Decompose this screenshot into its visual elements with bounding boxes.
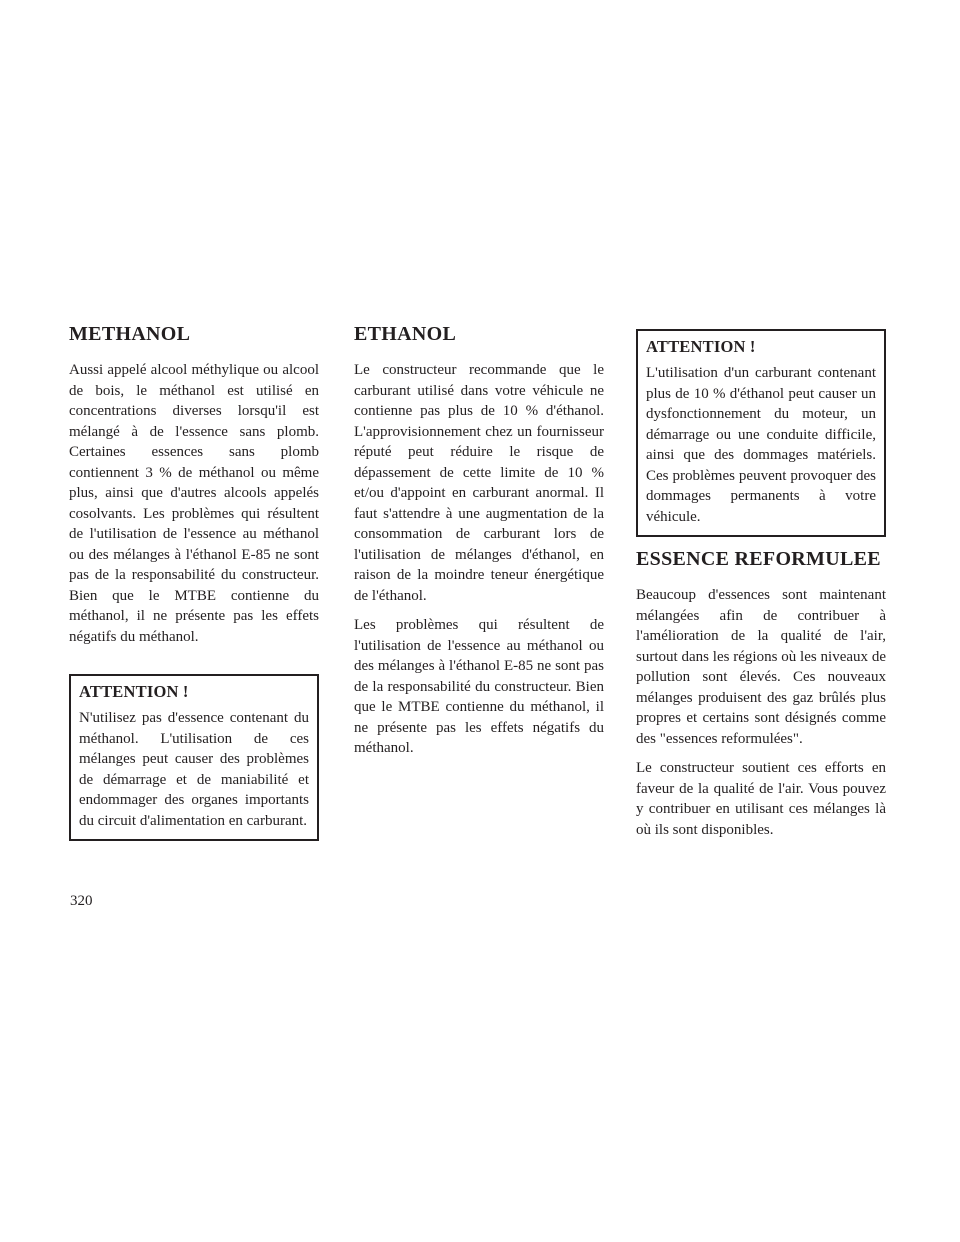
methanol-paragraph: Aussi appelé alcool méthylique ou alcool de bois, le méthanol est utilisé en concentrations diverses lorsqu'il est mélangé à de l'essence sans plomb. Certaines essences sans plomb contiennent 3 % de méthanol ou même plus, ainsi que d'autres alcools appelés cosolvants. Les problèmes qui résultent de l'utilisation de l'essence au méthanol ou des mélanges à l'éthanol E-85 ne sont pas de la responsabilité du constructeur. Bien que le MTBE contienne du méthanol, il ne présente pas les effets négatifs du méthanol.: [69, 362, 319, 645]
reformulated-paragraph-2: Le constructeur soutient ces efforts en faveur de la qualité de l'air. Vous pouvez y contribuer en utilisant ces mélanges là où ils sont disponibles.: [636, 760, 886, 838]
ethanol-column: [354, 322, 604, 768]
ethanol-warning-box: [636, 329, 886, 537]
reformulated-paragraph-1: Beaucoup d'essences sont maintenant mélangées afin de contribuer à l'amélioration de la qualité de l'air, surtout dans les régions où les niveaux de pollution sont élevés. Ces nouveaux mélanges produisent des gaz brûlés plus propres et certains sont désignés comme des "essences reformulées".: [636, 587, 886, 747]
methanol-heading: METHANOL: [69, 323, 191, 345]
ethanol-heading: ETHANOL: [354, 323, 457, 345]
ethanol-paragraph-1: Le constructeur recommande que le carburant utilisé dans votre véhicule ne contienne pas plus de 10 % d'éthanol. L'approvisionnement chez un fournisseur réputé peut réduire le risque de dépassement de cette limite de 10 % et/ou d'appoint en carburant anormal. Il faut s'attendre à une augmentation de la consommation de carburant lors de l'utilisation de mélanges d'éthanol, en raison de la moindre teneur énergétique de l'éthanol.: [354, 362, 604, 604]
reformulated-heading: ESSENCE REFORMULEE: [636, 548, 881, 570]
ethanol-paragraph-2: Les problèmes qui résultent de l'utilisation de l'essence au méthanol ou des mélanges à l'éthanol E-85 ne sont pas de la responsabilité du constructeur. Bien que le MTBE contienne du méthanol, il ne présente pas les effets négatifs du méthanol.: [354, 617, 604, 756]
ethanol-warning-title: ATTENTION !: [646, 337, 756, 356]
methanol-warning-text: N'utilisez pas d'essence contenant du méthanol. L'utilisation de ces mélanges peut causer des problèmes de démarrage et de maniabilité et endommager des organes importants du circuit d'alimentation en carburant.: [79, 710, 309, 829]
ethanol-warning-text: L'utilisation d'un carburant contenant plus de 10 % d'éthanol peut causer un dysfonctionnement du moteur, un démarrage ou une conduite difficile, ainsi que des dommages matériels. Ces problèmes peuvent provoquer des dommages permanents à votre véhicule.: [646, 365, 876, 525]
right-column: [636, 329, 886, 849]
methanol-warning-title: ATTENTION !: [79, 682, 189, 701]
page-number: 320: [70, 893, 93, 909]
methanol-column: [69, 322, 319, 841]
methanol-warning-box: [69, 674, 319, 841]
